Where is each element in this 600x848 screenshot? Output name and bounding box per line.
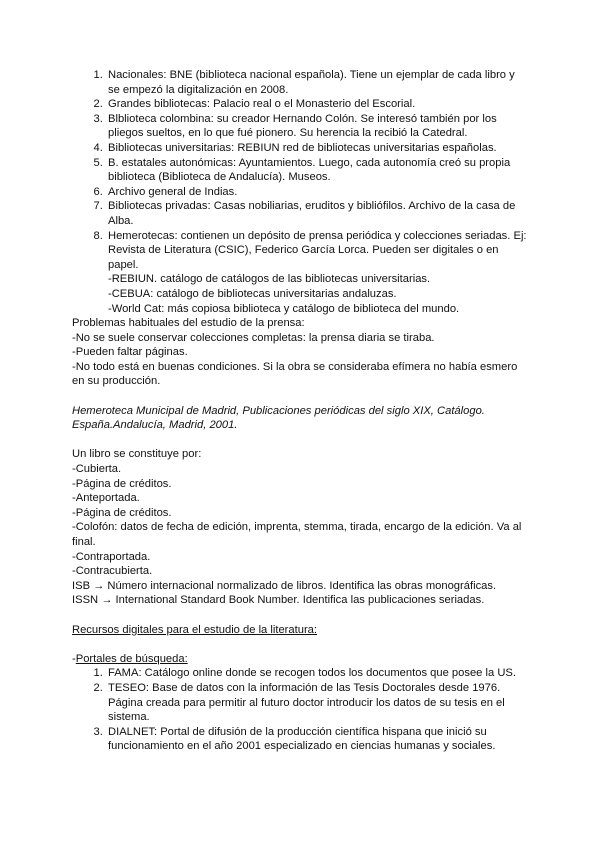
book-part: -Cubierta. [72, 463, 122, 476]
list-item: 6. Archivo general de Indias. [106, 185, 527, 200]
list-item: 3. DIALNET: Portal de difusión de la producción científica hispana que inició su funcionamiento en el año 2001 especializado en ciencias humanas y sociales. [106, 725, 527, 754]
press-item: -No se suele conservar colecciones completas: la prensa diaria se tiraba. [72, 331, 435, 344]
list-item: 4. Bibliotecas universitarias: REBIUN red de bibliotecas universitarias españolas. [106, 141, 527, 156]
issn-line: ISSN → International Standard Book Number. Identifica las publicaciones seriadas. [72, 594, 485, 607]
list-item: 1. FAMA: Catálogo online donde se recogen todos los documentos que posee la US. [106, 666, 527, 681]
press-heading: Problemas habituales del estudio de la prensa: [72, 317, 305, 330]
book-part: -Página de créditos. [72, 477, 172, 490]
book-heading: Un libro se constituye por: [72, 448, 202, 461]
press-item: -No todo está en buenas condiciones. Si la obra se consideraba efímera no había esmero en su producción. [72, 360, 518, 388]
book-part: -Colofón: datos de fecha de edición, imprenta, stemma, tirada, encargo de la edición. Va al final. [72, 521, 522, 548]
catalog-line: -CEBUA: catálogo de bibliotecas universitarias andaluzas. [108, 287, 397, 300]
list-item: 2. TESEO: Base de datos con la información de las Tesis Doctorales desde 1976. Página creada para permitir al futuro doctor introducir los datos de su tesis en el sistema. [106, 681, 527, 725]
book-part: -Contracubierta. [72, 565, 153, 578]
book-part: -Contraportada. [72, 550, 151, 563]
list-item: 2. Grandes bibliotecas: Palacio real o el Monasterio del Escorial. [106, 97, 527, 112]
digital-resources-heading: Recursos digitales para el estudio de la literatura: [72, 623, 318, 636]
portal-list [72, 666, 527, 754]
list-item: 1. Nacionales: BNE (biblioteca nacional española). Tiene un ejemplar de cada libro y se empezó la digitalización en 2008. [106, 68, 527, 97]
list-item: 5. B. estatales autonómicas: Ayuntamientos. Luego, cada autonomía creó su propia biblioteca (Biblioteca de Andalucía). Museos. [106, 156, 527, 185]
list-item: 7. Bibliotecas privadas: Casas nobiliarias, eruditos y bibliófilos. Archivo de la casa de Alba. [106, 199, 527, 228]
document-page [72, 68, 527, 754]
isb-line: ISB → Número internacional normalizado de libros. Identifica las obras monográficas. [72, 579, 497, 592]
book-part: -Anteportada. [72, 492, 140, 505]
bibliographic-reference: Hemeroteca Municipal de Madrid, Publicaciones periódicas del siglo XIX, Catálogo. España.Andalucía, Madrid, 2001. [72, 404, 485, 432]
portals-heading: -Portales de búsqueda: [72, 652, 188, 665]
press-item: -Pueden faltar páginas. [72, 346, 188, 359]
catalog-line: -REBIUN. catálogo de catálogos de las bibliotecas universitarias. [108, 273, 431, 286]
list-item: 3. Blblioteca colombina: su creador Hernando Colón. Se interesó también por los pliegos sueltos, en lo que fué pionero. Su herencia la recibió la Catedral. [106, 112, 527, 141]
catalog-line: -World Cat: más copiosa biblioteca y catálogo de biblioteca del mundo. [108, 302, 460, 315]
book-part: -Página de créditos. [72, 506, 172, 519]
portals-heading-text: Portales de búsqueda: [75, 652, 188, 665]
list-item: 8. Hemerotecas: contienen un depósito de prensa periódica y colecciones seriadas. Ej: Revista de Literatura (CSIC), Federico García Lorca. Pueden ser digitales o en papel. [106, 229, 527, 273]
library-list [72, 68, 527, 272]
